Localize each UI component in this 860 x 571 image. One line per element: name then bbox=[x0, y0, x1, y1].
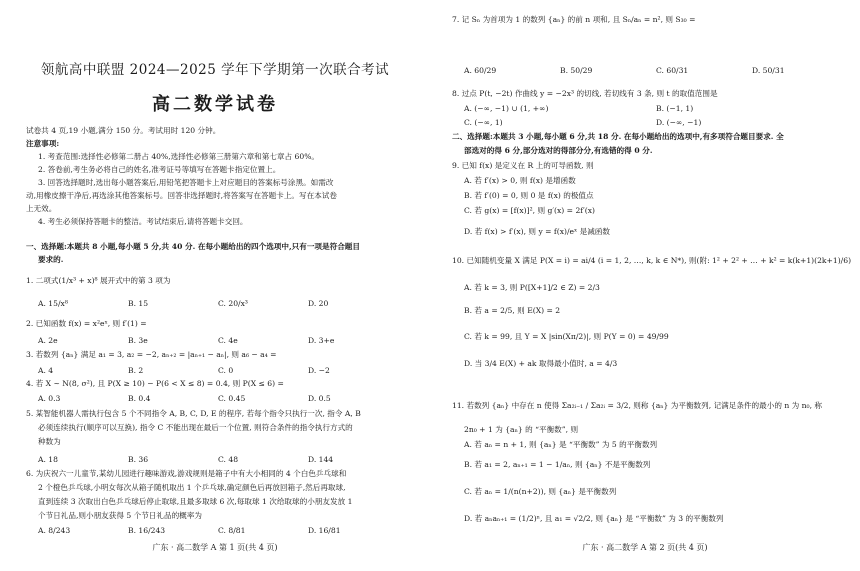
question-8-stem: 8. 过点 P(t, −2t) 作曲线 y = −2x³ 的切线, 若切线有 3 条, 则 t 的取值范围是 bbox=[452, 89, 718, 98]
question-11-stem: 11. 若数列 {aₙ} 中存在 n 使得 Σa₂ᵢ₋₁ / Σa₂ᵢ = 3/2, 则称 {aₙ} 为平衡数列, 记满足条件的最小的 n 为 n₀, 称 bbox=[452, 401, 822, 410]
option-a[interactable]: A. (−∞, −1) ∪ (1, +∞) bbox=[464, 104, 549, 113]
option-d[interactable]: D. (−∞, −1) bbox=[656, 118, 702, 127]
option-a[interactable]: A. 若 aₙ = n + 1, 则 {aₙ} 是 “平衡数” 为 5 的平衡数列 bbox=[464, 440, 658, 449]
option-c[interactable]: C. 8/81 bbox=[218, 526, 246, 535]
note-item: 2. 答卷前,考生务必将自己的姓名,准考证号等填写在答题卡指定位置上。 bbox=[38, 165, 281, 174]
section-1-heading-cont: 要求的. bbox=[38, 255, 64, 264]
option-c[interactable]: C. (−∞, 1) bbox=[464, 118, 503, 127]
question-5-stem-cont: 必须连续执行(顺序可以互换), 指令 C 不能出现在最后一个位置, 则符合条件的指令执行方式的 bbox=[38, 423, 353, 432]
option-b[interactable]: B. 36 bbox=[128, 455, 149, 464]
option-d[interactable]: D. 若 f(x) > f′(x), 则 y = f(x)/eˣ 是减函数 bbox=[464, 227, 610, 236]
question-6-stem-cont: 2 个橙色乒乓球,小明女每次从箱子随机取出 1 个乒乓球,确定颜色后再放回箱子,然后再取球, bbox=[38, 483, 346, 492]
option-d[interactable]: D. 144 bbox=[308, 455, 334, 464]
note-item: 动,用橡皮擦干净后,再选涂其他答案标号。回答非选择题时,将答案写在答题卡上。写在本试卷 bbox=[26, 191, 337, 200]
option-c[interactable]: C. 60/31 bbox=[656, 66, 689, 75]
option-d[interactable]: D. 0.5 bbox=[308, 394, 331, 403]
option-b[interactable]: B. 若 a₁ = 2, aₙ₊₁ = 1 − 1/aₙ, 则 {aₙ} 不是平衡数列 bbox=[464, 460, 651, 469]
question-10-stem: 10. 已知随机变量 X 满足 P(X = i) = ai/4 (i = 1, 2, …, k, k ∈ N*), 则(附: 1² + 2² + … + k² = k(k+1)(2k+1)/6) bbox=[452, 256, 852, 265]
exam-info: 试卷共 4 页,19 小题,满分 150 分。考试用时 120 分钟。 bbox=[26, 126, 221, 135]
question-6-stem-cont: 直到连续 3 次取出白色乒乓球后停止取球,且最多取球 6 次,每取球 1 次给取球的小朋友发放 1 bbox=[38, 497, 353, 506]
section-2-heading-cont: 部选对的得 6 分,部分选对的得部分分,有选错的得 0 分. bbox=[464, 146, 653, 155]
option-b[interactable]: B. (−1, 1) bbox=[656, 104, 694, 113]
question-1-stem: 1. 二项式(1/x³ + x)⁸ 展开式中的第 3 项为 bbox=[26, 276, 171, 285]
option-b[interactable]: B. 若 a = 2/5, 则 E(X) = 2 bbox=[464, 306, 561, 315]
option-b[interactable]: B. 50/29 bbox=[560, 66, 593, 75]
option-c[interactable]: C. 0 bbox=[218, 366, 234, 375]
page-footer: 广东 · 高二数学 A 第 1 页(共 4 页) bbox=[152, 543, 278, 552]
option-c[interactable]: C. 4e bbox=[218, 336, 238, 345]
option-b[interactable]: B. 2 bbox=[128, 366, 144, 375]
option-c[interactable]: C. 0.45 bbox=[218, 394, 246, 403]
option-b[interactable]: B. 15 bbox=[128, 299, 149, 308]
note-item: 上无效。 bbox=[26, 204, 57, 213]
section-1-heading: 一、选择题:本题共 8 小题,每小题 5 分,共 40 分. 在每小题给出的四个选项中,只有一项是符合题目 bbox=[26, 242, 360, 251]
notes-title: 注意事项: bbox=[26, 139, 60, 148]
option-d[interactable]: D. −2 bbox=[308, 366, 330, 375]
note-item: 3. 回答选择题时,选出每小题答案后,用铅笔把答题卡上对应题目的答案标号涂黑。如需改 bbox=[38, 178, 334, 187]
option-b[interactable]: B. 0.4 bbox=[128, 394, 151, 403]
exam-page-2 bbox=[430, 0, 860, 571]
option-d[interactable]: D. 3+e bbox=[308, 336, 335, 345]
option-c[interactable]: C. 20/x³ bbox=[218, 299, 248, 308]
question-5-stem-cont: 种数为 bbox=[38, 437, 61, 446]
option-a[interactable]: A. 若 k = 3, 则 P([X+1]/2 ∈ Z) = 2/3 bbox=[464, 283, 600, 292]
question-11-stem-cont: 2n₀ + 1 为 {aₙ} 的 “平衡数”, 则 bbox=[464, 425, 579, 434]
option-a[interactable]: A. 15/x⁸ bbox=[38, 299, 68, 308]
note-item: 1. 考查范围:选择性必修第二册占 40%,选择性必修第三册第六章和第七章占 60%。 bbox=[38, 152, 320, 161]
question-3-stem: 3. 若数列 {aₙ} 满足 a₁ = 3, a₂ = −2, aₙ₊₂ = |aₙ₊₁ − aₙ|, 则 a₆ − a₄ = bbox=[26, 350, 277, 359]
page-footer: 广东 · 高二数学 A 第 2 页(共 4 页) bbox=[582, 543, 708, 552]
option-a[interactable]: A. 2e bbox=[38, 336, 58, 345]
section-2-heading: 二、选择题:本题共 3 小题,每小题 6 分,共 18 分. 在每小题给出的选项中,有多项符合题目要求. 全 bbox=[452, 132, 784, 141]
option-a[interactable]: A. 若 f′(x) > 0, 则 f(x) 是增函数 bbox=[464, 176, 576, 185]
option-c[interactable]: C. 48 bbox=[218, 455, 239, 464]
option-d[interactable]: D. 50/31 bbox=[752, 66, 785, 75]
option-b[interactable]: B. 3e bbox=[128, 336, 148, 345]
option-c[interactable]: C. 若 aₙ = 1/(n(n+2)), 则 {aₙ} 是平衡数列 bbox=[464, 487, 617, 496]
question-2-stem: 2. 已知函数 f(x) = x²eˣ, 则 f′(1) = bbox=[26, 319, 147, 328]
exam-subject-title: 高二数学试卷 bbox=[152, 94, 278, 115]
question-9-stem: 9. 已知 f(x) 是定义在 R 上的可导函数, 则 bbox=[452, 161, 594, 170]
question-6-stem-cont: 个节日礼品,则小朋友获得 5 个节日礼品的概率为 bbox=[38, 511, 202, 520]
option-b[interactable]: B. 16/243 bbox=[128, 526, 166, 535]
question-6-stem: 6. 为庆祝六一儿童节,某幼儿园进行趣味游戏,游戏规则是箱子中有大小相同的 4 个白色乒乓球和 bbox=[26, 469, 347, 478]
option-a[interactable]: A. 0.3 bbox=[38, 394, 61, 403]
option-b[interactable]: B. 若 f′(0) = 0, 则 0 是 f(x) 的极值点 bbox=[464, 191, 594, 200]
note-item: 4. 考生必须保持答题卡的整洁。考试结束后,请将答题卡交回。 bbox=[38, 217, 248, 226]
option-a[interactable]: A. 60/29 bbox=[464, 66, 497, 75]
option-d[interactable]: D. 16/81 bbox=[308, 526, 341, 535]
exam-title: 领航高中联盟 2024—2025 学年下学期第一次联合考试 bbox=[40, 62, 390, 78]
option-c[interactable]: C. 若 g(x) = [f(x)]², 则 g′(x) = 2f′(x) bbox=[464, 206, 596, 215]
option-d[interactable]: D. 20 bbox=[308, 299, 329, 308]
question-4-stem: 4. 若 X ~ N(8, σ²), 且 P(X ≥ 10) − P(6 < X ≤ 8) = 0.4, 则 P(X ≤ 6) = bbox=[26, 379, 284, 388]
question-7-stem: 7. 记 Sₙ 为首项为 1 的数列 {aₙ} 的前 n 项和, 且 Sₙ/aₙ = n², 则 S₃₀ = bbox=[452, 15, 696, 24]
option-c[interactable]: C. 若 k = 99, 且 Y = X |sin(Xπ/2)|, 则 P(Y = 0) = 49/99 bbox=[464, 332, 669, 341]
option-d[interactable]: D. 若 aₙaₙ₊₁ = (1/2)ⁿ, 且 a₁ = √2/2, 则 {aₙ} 是 “平衡数” 为 3 的平衡数列 bbox=[464, 514, 724, 523]
option-a[interactable]: A. 4 bbox=[38, 366, 54, 375]
option-d[interactable]: D. 当 3/4 E(X) + ak 取得最小值时, a = 4/3 bbox=[464, 359, 618, 368]
option-a[interactable]: A. 18 bbox=[38, 455, 58, 464]
question-5-stem: 5. 某智能机器人需执行包含 5 个不同指令 A, B, C, D, E 的程序, 若每个指令只执行一次, 指令 A, B bbox=[26, 409, 361, 418]
option-a[interactable]: A. 8/243 bbox=[38, 526, 71, 535]
